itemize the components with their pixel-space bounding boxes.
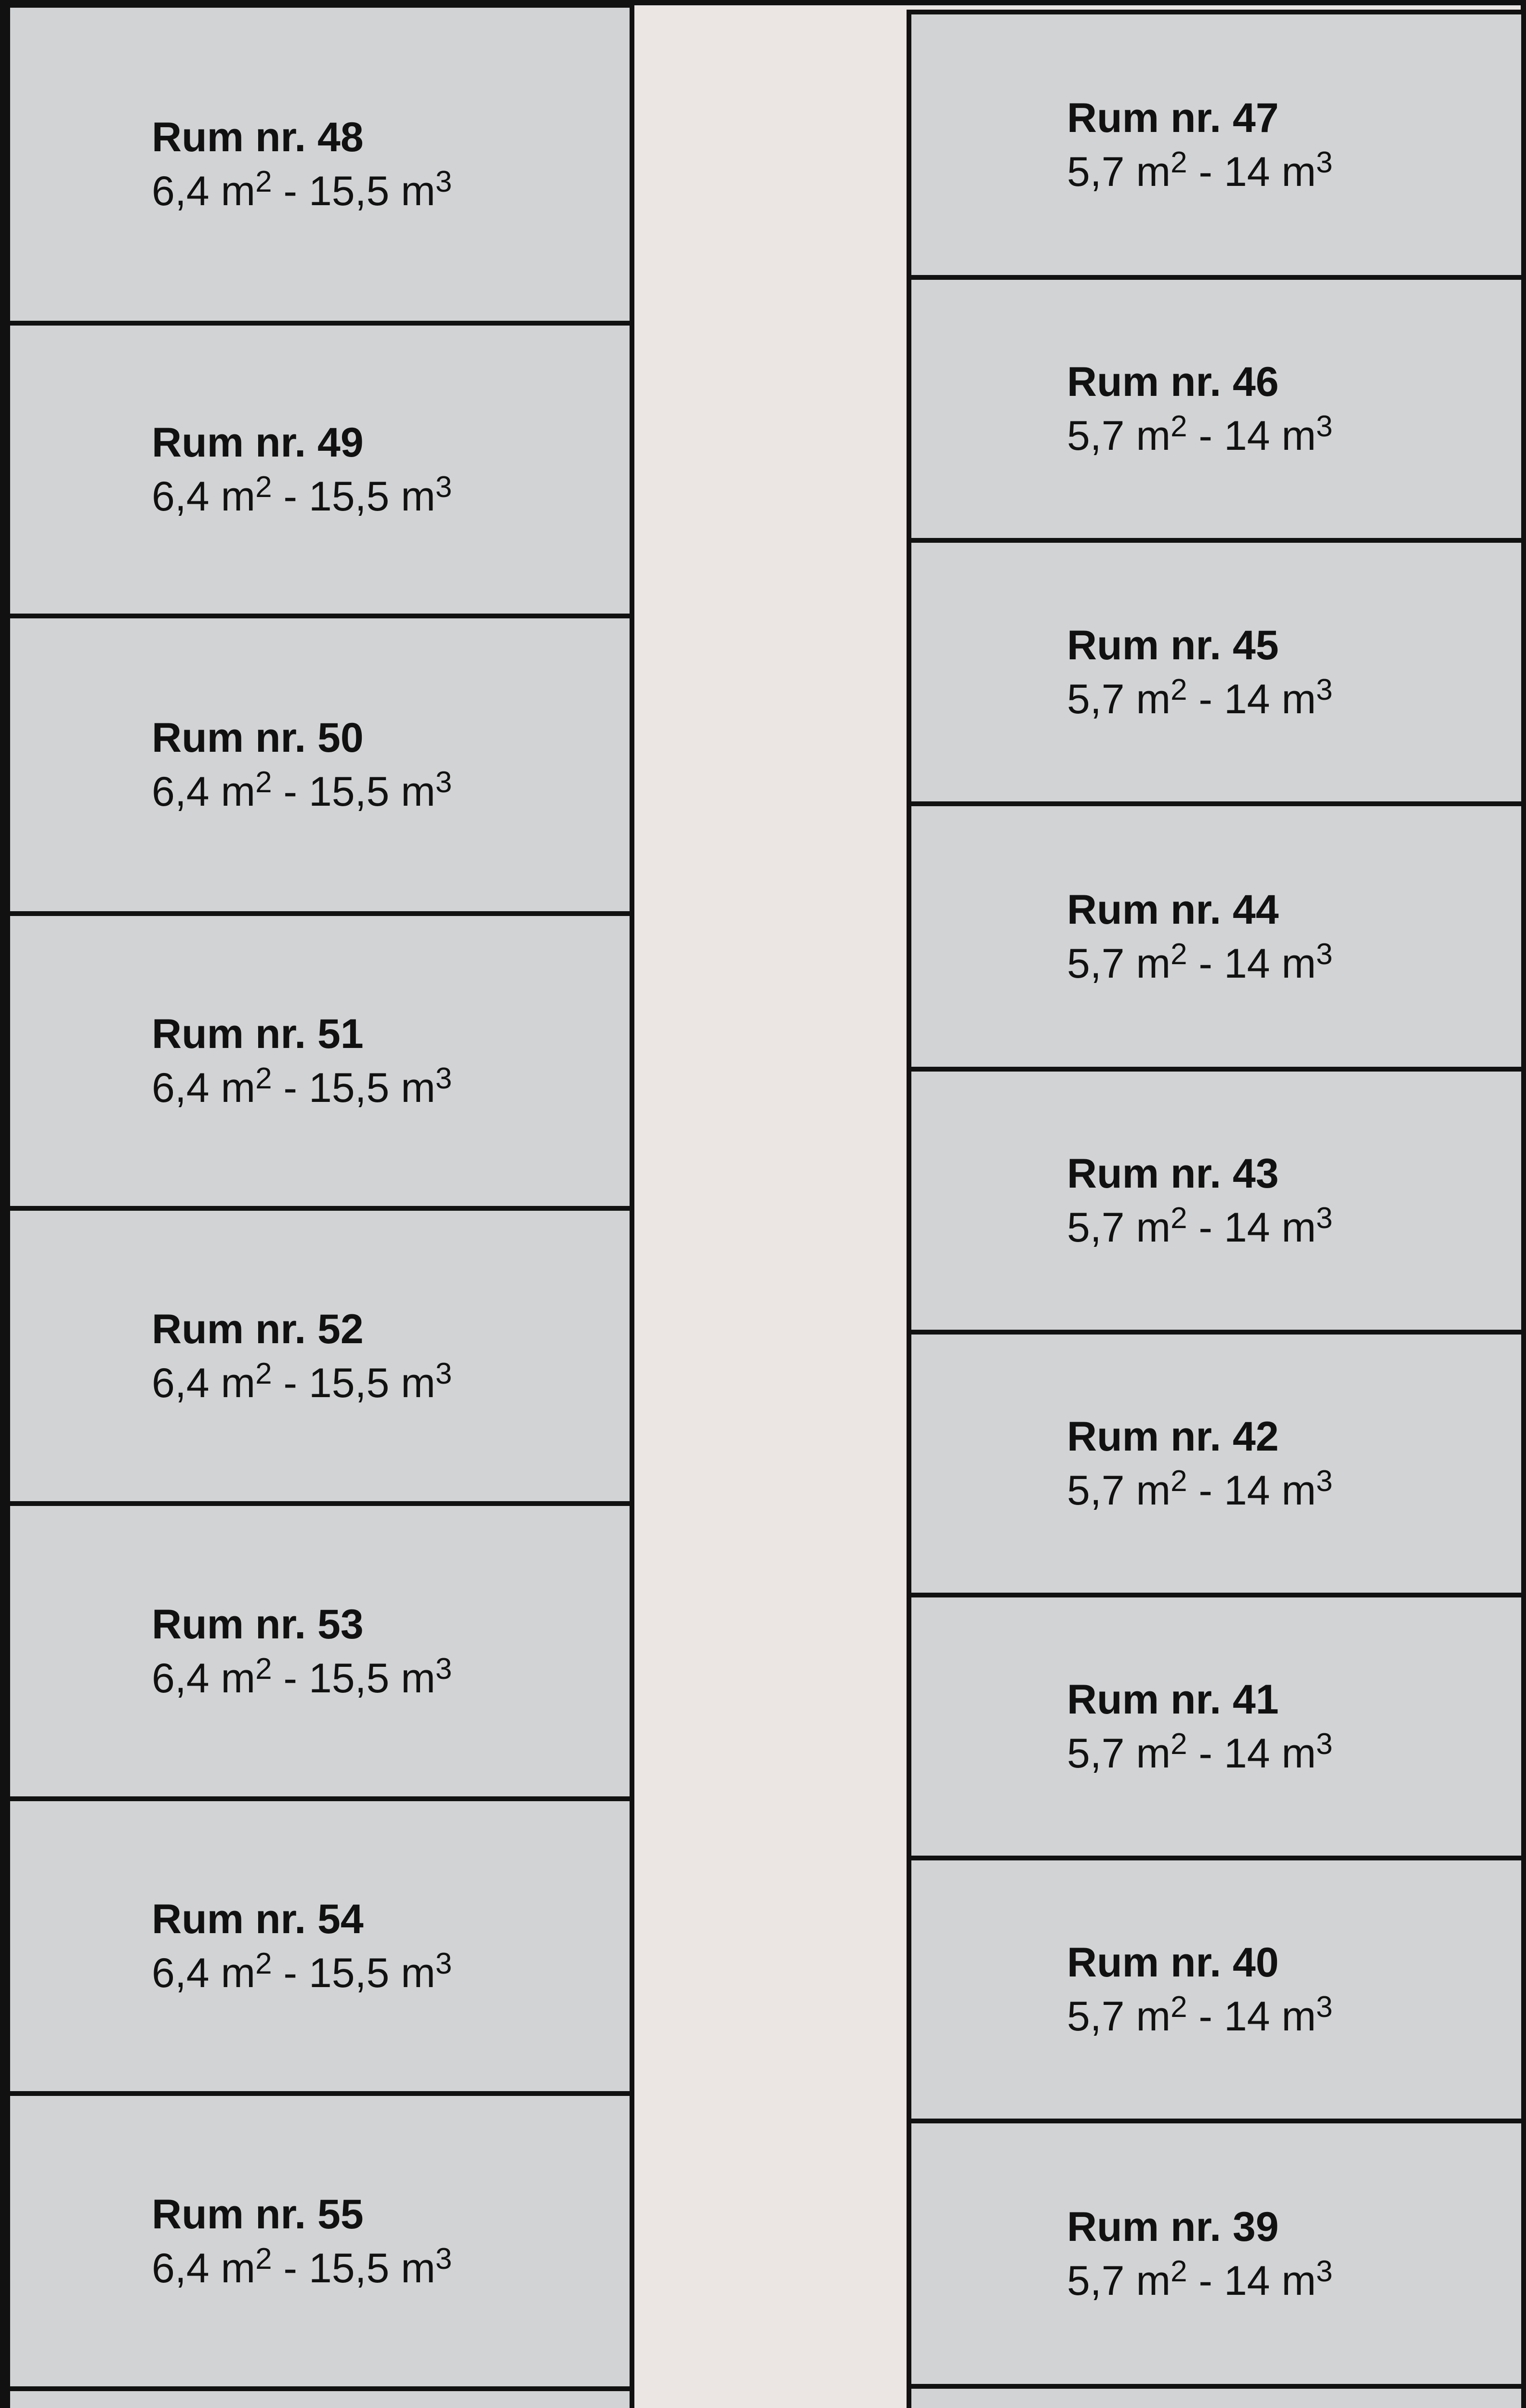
room-volume: 14 m [1223,940,1316,987]
volume-exponent: 3 [435,1357,452,1390]
volume-exponent: 3 [435,2242,452,2276]
room-right-4 [907,1067,1526,1335]
separator: - [272,769,309,815]
room-area-volume [152,470,452,523]
separator: - [272,1655,309,1701]
volume-exponent: 3 [435,471,452,504]
room-area-volume [152,1356,452,1410]
room-area: 6,4 m [152,168,256,214]
room-right-2 [907,538,1526,806]
area-exponent: 2 [255,766,272,799]
room-left-3 [5,911,634,1211]
area-exponent: 2 [255,1062,272,1096]
room-text [1067,1147,1333,1255]
volume-exponent: 3 [1316,410,1333,444]
room-area-volume [152,2241,452,2295]
room-area: 5,7 m [1067,676,1171,722]
separator: - [272,1065,309,1111]
separator: - [272,1950,309,1996]
room-left-8 [5,2386,634,2408]
room-volume: 14 m [1223,413,1316,459]
room-volume: 15,5 m [308,1360,435,1406]
room-left-6 [5,1796,634,2096]
area-exponent: 2 [1171,1202,1187,1235]
room-area: 5,7 m [1067,940,1171,987]
room-area: 5,7 m [1067,1730,1171,1777]
room-area-volume [152,1061,452,1115]
room-text [1067,618,1333,726]
room-label: Rum nr. 51 [152,1011,364,1057]
room-volume: 15,5 m [308,2245,435,2291]
room-label: Rum nr. 47 [1067,94,1279,141]
room-volume: 15,5 m [308,1065,435,1111]
room-label: Rum nr. 53 [152,1601,364,1648]
room-volume: 14 m [1223,1467,1316,1514]
room-left-4 [5,1206,634,1506]
room-volume: 15,5 m [308,769,435,815]
room-volume: 14 m [1223,676,1316,722]
volume-exponent: 3 [435,1652,452,1686]
room-label: Rum nr. 44 [1067,886,1279,933]
room-right-6 [907,1593,1526,1860]
room-area-volume [152,1946,452,2000]
room-volume: 14 m [1223,1993,1316,2040]
room-label: Rum nr. 50 [152,715,364,761]
area-exponent: 2 [1171,1465,1187,1498]
volume-exponent: 3 [435,165,452,199]
room-label: Rum nr. 39 [1067,2203,1279,2250]
area-exponent: 2 [1171,937,1187,971]
room-area: 6,4 m [152,1655,256,1701]
separator: - [272,2245,309,2291]
area-exponent: 2 [255,1652,272,1686]
separator: - [1187,2257,1224,2304]
room-area: 5,7 m [1067,148,1171,195]
area-exponent: 2 [255,1357,272,1390]
room-volume: 14 m [1223,148,1316,195]
room-text [1067,91,1333,199]
room-right-3 [907,801,1526,1072]
room-area-volume [1067,1464,1333,1518]
room-area-volume [152,765,452,819]
room-area-volume [1067,2254,1333,2308]
room-left-2 [5,614,634,916]
room-volume: 15,5 m [308,168,435,214]
separator: - [1187,1204,1224,1251]
volume-exponent: 3 [1316,1202,1333,1235]
room-area: 6,4 m [152,473,256,520]
room-volume: 15,5 m [308,1655,435,1701]
room-label: Rum nr. 43 [1067,1151,1279,1197]
separator: - [1187,676,1224,722]
room-label: Rum nr. 41 [1067,1676,1279,1723]
separator: - [1187,413,1224,459]
room-label: Rum nr. 40 [1067,1939,1279,1986]
room-text [152,1302,452,1410]
volume-exponent: 3 [1316,1465,1333,1498]
room-text [1067,883,1333,991]
room-label: Rum nr. 48 [152,114,364,160]
separator: - [272,473,309,520]
room-area: 5,7 m [1067,1467,1171,1514]
room-area-volume [1067,409,1333,463]
room-area: 6,4 m [152,769,256,815]
room-left-5 [5,1501,634,1801]
area-exponent: 2 [1171,1727,1187,1761]
room-label: Rum nr. 49 [152,419,364,466]
volume-exponent: 3 [1316,1990,1333,2024]
volume-exponent: 3 [1316,937,1333,971]
area-exponent: 2 [255,2242,272,2276]
room-text [152,1007,452,1115]
room-area-volume [1067,1989,1333,2043]
area-exponent: 2 [1171,673,1187,707]
separator: - [1187,940,1224,987]
volume-exponent: 3 [1316,673,1333,707]
room-area: 5,7 m [1067,413,1171,459]
room-area: 6,4 m [152,1065,256,1111]
room-area-volume [152,164,452,218]
area-exponent: 2 [1171,1990,1187,2024]
separator: - [272,168,309,214]
room-text [152,2187,452,2295]
room-right-1 [907,275,1526,543]
area-exponent: 2 [1171,2254,1187,2288]
room-right-8 [907,2119,1526,2389]
room-text [152,1892,452,2000]
room-volume: 15,5 m [308,1950,435,1996]
room-text [152,711,452,819]
room-label: Rum nr. 54 [152,1896,364,1942]
room-left-7 [5,2091,634,2391]
room-area: 6,4 m [152,2245,256,2291]
room-area: 6,4 m [152,1950,256,1996]
room-text [1067,1936,1333,2043]
room-volume: 14 m [1223,1204,1316,1251]
separator: - [1187,1467,1224,1514]
room-text [152,1597,452,1705]
room-text [1067,1673,1333,1780]
volume-exponent: 3 [435,1947,452,1981]
room-area-volume [1067,1201,1333,1255]
room-area-volume [1067,1727,1333,1780]
volume-exponent: 3 [1316,2254,1333,2288]
room-area-volume [1067,672,1333,726]
room-area-volume [152,1651,452,1705]
room-right-5 [907,1330,1526,1597]
room-volume: 15,5 m [308,473,435,520]
volume-exponent: 3 [435,766,452,799]
area-exponent: 2 [255,471,272,504]
area-exponent: 2 [255,1947,272,1981]
area-exponent: 2 [255,165,272,199]
room-text [152,416,452,523]
room-area: 5,7 m [1067,1204,1171,1251]
separator: - [1187,1993,1224,2040]
room-text [1067,2200,1333,2308]
separator: - [1187,148,1224,195]
room-area: 5,7 m [1067,2257,1171,2304]
separator: - [1187,1730,1224,1777]
room-label: Rum nr. 52 [152,1306,364,1352]
room-label: Rum nr. 45 [1067,622,1279,668]
room-area-volume [1067,145,1333,199]
room-text [1067,355,1333,463]
room-right-9 [907,2384,1526,2408]
area-exponent: 2 [1171,145,1187,179]
room-right-0 [907,10,1526,280]
separator: - [272,1360,309,1406]
room-right-7 [907,1856,1526,2123]
room-volume: 14 m [1223,2257,1316,2304]
room-area: 5,7 m [1067,1993,1171,2040]
room-left-1 [5,321,634,618]
area-exponent: 2 [1171,410,1187,444]
volume-exponent: 3 [1316,1727,1333,1761]
room-volume: 14 m [1223,1730,1316,1777]
room-text [1067,1410,1333,1518]
room-left-0 [5,3,634,326]
room-area: 6,4 m [152,1360,256,1406]
room-label: Rum nr. 46 [1067,359,1279,405]
room-label: Rum nr. 42 [1067,1413,1279,1460]
room-area-volume [1067,937,1333,991]
room-text [152,110,452,218]
volume-exponent: 3 [1316,145,1333,179]
room-label: Rum nr. 55 [152,2191,364,2238]
volume-exponent: 3 [435,1062,452,1096]
